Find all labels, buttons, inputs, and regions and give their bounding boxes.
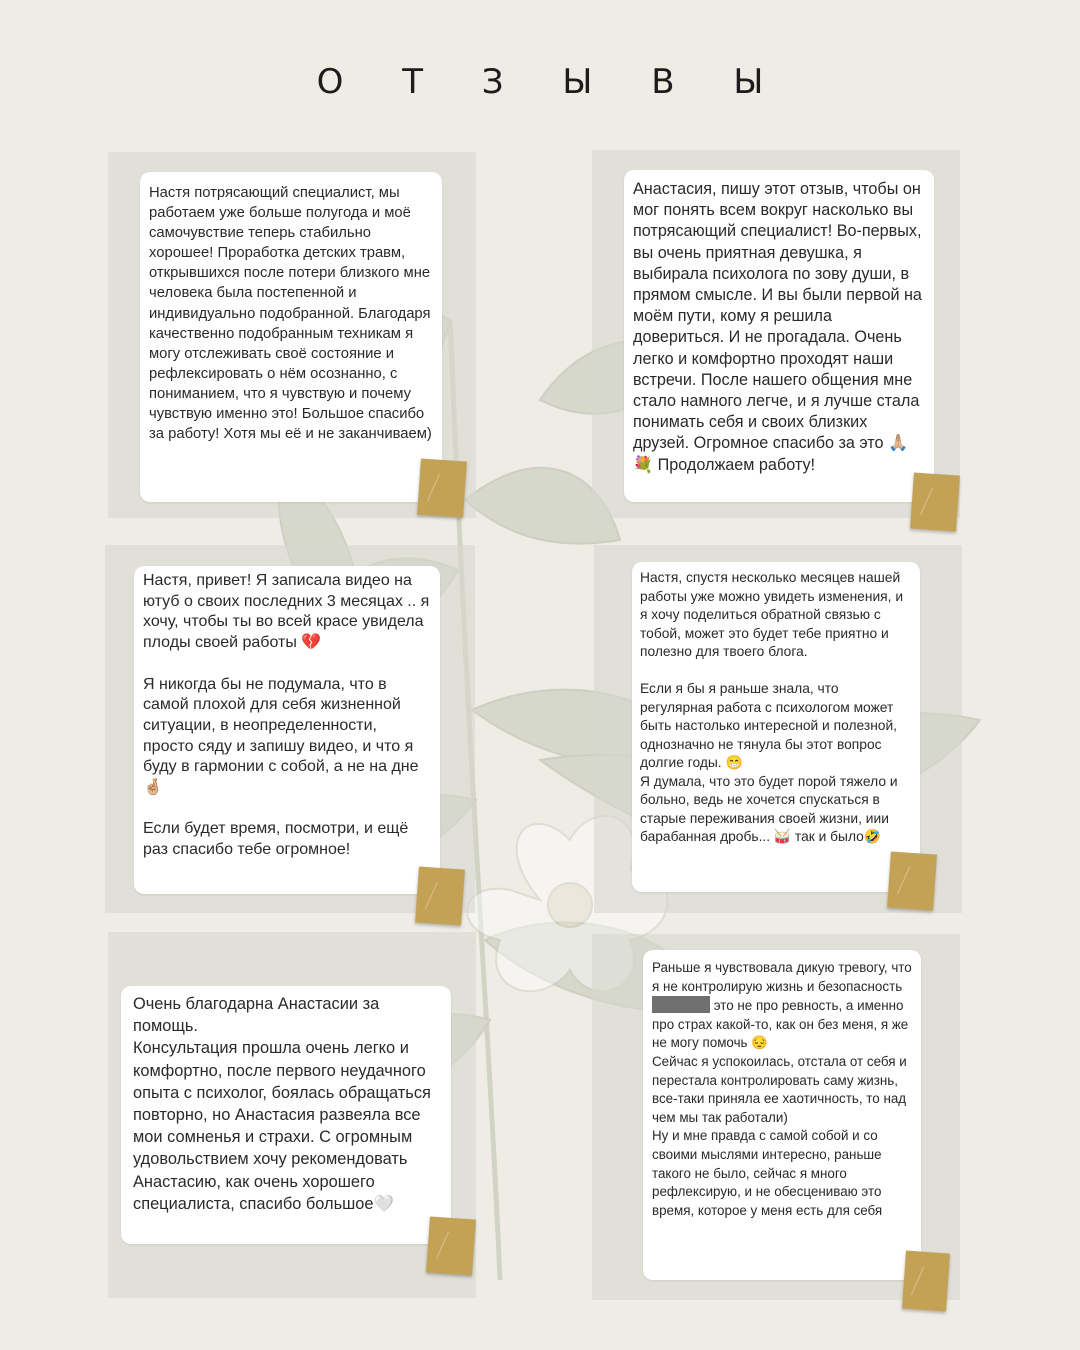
review-6-text-start: Раньше я чувствовала дикую тревогу, что я не контролирую жизнь и безопасность	[652, 960, 912, 994]
tape-sticker-4	[887, 851, 937, 910]
review-bubble-3: Настя, привет! Я записала видео на ютуб о своих последних 3 месяцах .. я хочу, чтобы ты во всей красе увидела плоды своей работы 💔 Я никогда бы не подумала, что в самой плохой для себя жизненной ситуации, в неопределенности, просто сяду и запишу видео, и что я буду в гармонии с собой, а не на дне🤞🏼 Если будет время, посмотри, и ещё раз спасибо тебе огромное!	[134, 566, 440, 894]
review-bubble-6	[643, 950, 921, 1280]
review-bubble-2: Анастасия, пишу этот отзыв, чтобы он мог понять всем вокруг насколько вы потрясающий специалист! Во-первых, вы очень приятная девушка, я выбирала психолога по зову души, в прямом смысле. И вы были первой на моём пути, кому я решила довериться. И не прогадала. Очень легко и комфортно проходят наши встречи. После нашего общения мне стало намного легче, и я лучше стала понимать себя и своих близких друзей. Огромное спасибо за это 🙏🏼💐 Продолжаем работу!	[624, 170, 934, 502]
tape-sticker-1	[417, 458, 467, 517]
review-6-text-end: это не про ревность, а именно про страх какой-то, как он без меня, я же не могу помочь 😔 Сейчас я успокоилась, отстала от себя и перестала контролировать саму жизнь, все-таки приняла ее хаотичность, то над чем мы так работали) Ну и мне правда с самой собой и со своими мыслями интересно, раньше такого не было, сейчас я много рефлексирую, и не обесцениваю это время, которое у меня есть для себя	[652, 998, 909, 1218]
review-bubble-4: Настя, спустя несколько месяцев нашей работы уже можно увидеть изменения, и я хочу поделиться обратной связью с тобой, может это будет тебе приятно и полезно для твоего блога. Если я бы я раньше знала, что регулярная работа с психологом может быть настолько интересной и полезной, однозначно не тянула бы этот вопрос долгие годы. 😁 Я думала, что это будет порой тяжело и больно, ведь не хочется спускаться в старые переживания своей жизни, иии барабанная дробь... 🥁 так и было🤣	[632, 562, 920, 892]
review-bubble-1: Настя потрясающий специалист, мы работаем уже больше полугода и моё самочувствие теперь стабильно хорошее! Проработка детских травм, открывшихся после потери близкого мне человека была постепенной и индивидуально подобранной. Благодаря качественно подобранным техникам я могу отслеживать своё состояние и рефлексировать о нём осознанно, с пониманием, что я чувствую и почему чувствую именно это! Большое спасибо за работу! Хотя мы её и не заканчиваем)	[140, 172, 442, 502]
tape-sticker-6	[902, 1251, 950, 1312]
tape-sticker-5	[426, 1216, 476, 1275]
page-title: О Т З Ы В Ы	[316, 62, 788, 102]
tape-sticker-3	[415, 866, 465, 925]
tape-sticker-2	[910, 472, 960, 531]
review-bubble-5: Очень благодарна Анастасии за помощь. Консультация прошла очень легко и комфортно, после первого неудачного опыта с психолог, боялась обращаться повторно, но Анастасия развеяла все мои сомненья и страхи. С огромным удовольствием хочу рекомендовать Анастасию, как очень хорошего специалиста, спасибо большое🤍	[121, 986, 451, 1244]
redacted-name	[652, 996, 710, 1013]
